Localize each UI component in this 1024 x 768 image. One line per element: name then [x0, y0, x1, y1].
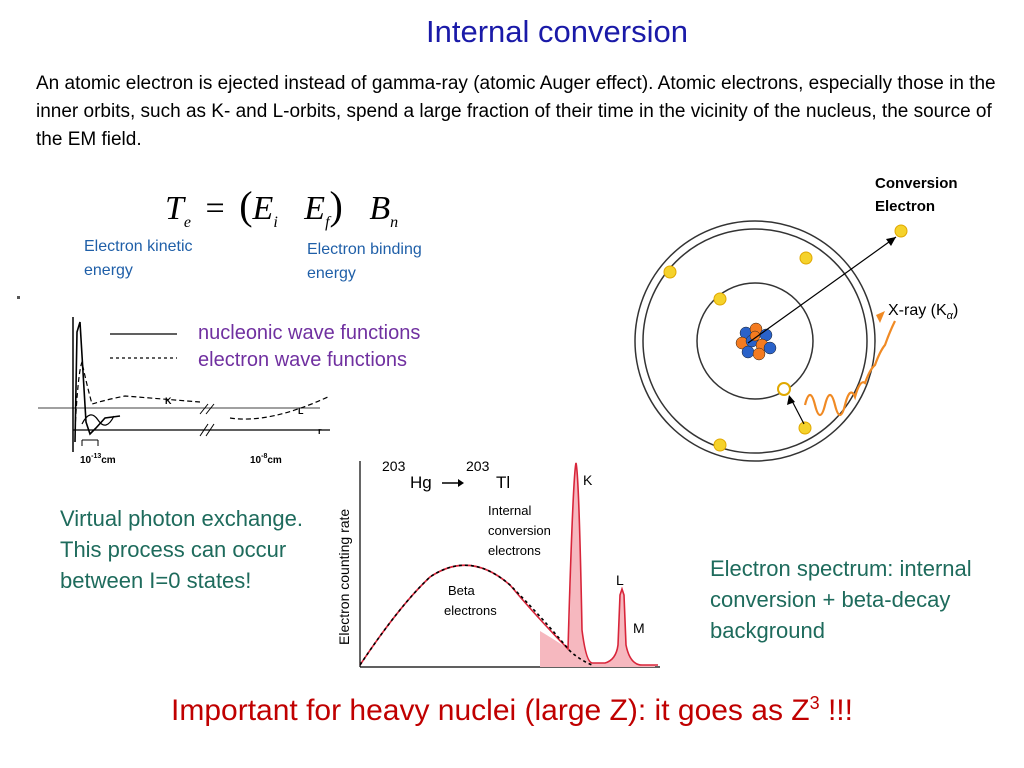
electron-1 — [664, 266, 676, 278]
eq-B-sub: n — [390, 213, 399, 231]
eq-rparen: ) — [329, 183, 343, 228]
wave-tick2: $10^{-8}cm$ — [250, 453, 282, 466]
ic-label-3: electrons — [488, 543, 541, 558]
important-note: Important for heavy nuclei (large Z): it goes as $Z^3$ !!! — [171, 693, 853, 727]
conversion-label-1: Conversion — [875, 175, 958, 192]
intro-paragraph: An atomic electron is ejected instead of gamma-ray (atomic Auger effect). Atomic electrons, especially those in the inner orbits, such as K- and L-orbits, spend a large fraction of their time in the vicinity of the nucleus, the source of the EM field. — [36, 73, 996, 150]
kinetic-energy-label: Electron kinetic energy — [84, 238, 193, 279]
eq-lparen: ( — [239, 183, 253, 228]
spectrum-el1: Hg — [410, 473, 432, 492]
legend-nucleonic: nucleonic wave functions — [198, 322, 421, 344]
eq-T: T — [165, 190, 184, 227]
wave-l-label: L — [298, 406, 304, 416]
eq-E2-sub: f — [325, 213, 330, 231]
wave-function-plot — [30, 312, 340, 472]
xray-label: X-ray $(K_\alpha)$ — [888, 302, 959, 322]
wave-r-label: r — [318, 426, 322, 436]
legend-electron: electron wave functions — [198, 349, 408, 371]
stray-dot — [17, 296, 20, 299]
electron-vacancy — [778, 383, 790, 395]
conversion-electron — [895, 225, 907, 237]
nucleus — [736, 323, 776, 360]
eq-E2: E — [304, 190, 326, 227]
eq-T-sub: e — [183, 213, 192, 231]
electron-spectrum-figure — [330, 455, 665, 673]
electron-4 — [799, 422, 811, 434]
eq-E: E — [252, 190, 274, 227]
equation — [165, 182, 398, 232]
binding-energy-label: Electron binding energy — [307, 241, 422, 282]
eq-equals: = — [205, 190, 225, 227]
peak-k-label: K — [583, 472, 593, 488]
spectrum-ylabel: Electron counting rate — [336, 508, 352, 645]
eq-E-sub: i — [273, 213, 278, 231]
peak-m-label: M — [633, 620, 645, 636]
spectrum-note: Electron spectrum: internal conversion + beta-decay background — [710, 556, 972, 643]
spectrum-mass1: 203 — [382, 458, 406, 474]
eq-B: B — [369, 190, 391, 227]
electron-3 — [714, 293, 726, 305]
peak-l-label: L — [616, 572, 624, 588]
spectrum-mass2: 203 — [466, 458, 490, 474]
beta-label-1: Beta — [448, 583, 475, 598]
virtual-photon-text: Virtual photon exchange. This process can occur between I=0 states! — [60, 506, 303, 593]
page-title: Internal conversion — [426, 14, 688, 49]
wave-tick1: $10^{-13}cm$ — [80, 453, 116, 466]
wave-k-label: K — [165, 396, 172, 406]
atom-diagram — [630, 165, 1010, 485]
electron-2 — [800, 252, 812, 264]
spectrum-el2: Tl — [496, 473, 511, 492]
electron-5 — [714, 439, 726, 451]
ic-label-2: conversion — [488, 523, 551, 538]
beta-label-2: electrons — [444, 603, 497, 618]
conversion-label-2: Electron — [875, 198, 936, 215]
ic-spectrum-curve — [360, 463, 658, 665]
ic-label-1: Internal — [488, 503, 532, 518]
